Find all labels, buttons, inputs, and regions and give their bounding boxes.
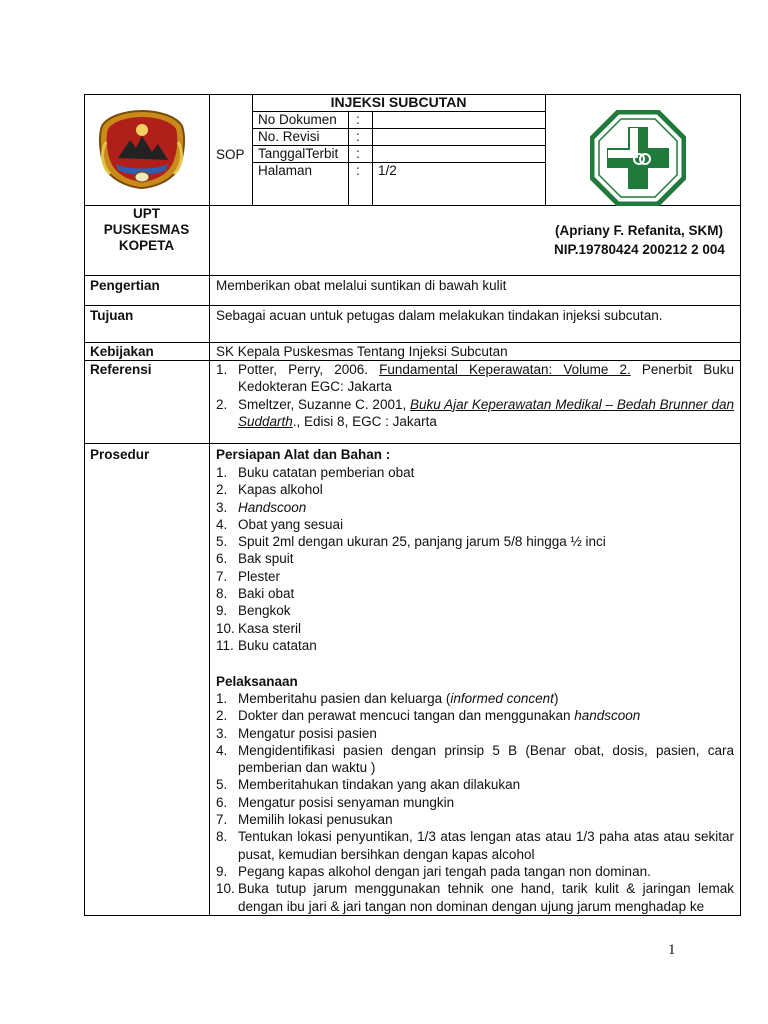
list-item <box>216 361 734 396</box>
list-item <box>216 396 734 431</box>
puskesmas-logo <box>590 110 686 206</box>
text-kebijakan: SK Kepala Puskesmas Tentang Injeksi Subcutan <box>216 344 508 359</box>
list-number: 7. <box>216 812 228 828</box>
list-number: 4. <box>216 516 228 532</box>
list-item <box>216 585 734 602</box>
list-text-part: Memberitahu pasien dan keluarga ( <box>238 691 451 706</box>
list-number: 6. <box>216 794 228 810</box>
list-text: Handscoon <box>238 499 307 515</box>
list-item <box>216 568 734 585</box>
referensi-list <box>216 361 734 430</box>
list-text <box>238 811 734 828</box>
list-item <box>216 828 734 863</box>
list-text-part: Pegang kapas alkohol dengan jari tengah pada tangan non dominan. <box>238 863 651 879</box>
list-number: 6. <box>216 551 228 567</box>
signer-nip: NIP.19780424 200212 2 004 <box>554 242 725 257</box>
persiapan-title: Persiapan Alat dan Bahan : <box>216 447 391 462</box>
list-number: 8. <box>216 829 228 845</box>
list-item <box>216 499 734 516</box>
field-label-halaman: Halaman <box>258 163 313 178</box>
ref-publisher: ., Edisi 8, EGC : Jakarta <box>292 413 437 429</box>
row-divider-prosedur <box>84 443 741 444</box>
list-item <box>216 602 734 619</box>
sop-label: SOP <box>216 147 245 162</box>
list-item <box>216 620 734 637</box>
logo-column-border <box>545 94 546 205</box>
list-text <box>238 828 734 863</box>
table-bottom-border <box>84 915 741 916</box>
pelaksanaan-title: Pelaksanaan <box>216 674 298 689</box>
list-text <box>238 880 734 915</box>
list-text-part: Mengidentifikasi pasien dengan prinsip 5 B (Benar obat, dosis, pasien, cara pemberian dan waktu ) <box>238 742 734 776</box>
list-text <box>238 794 734 811</box>
list-text: Plester <box>238 568 281 584</box>
list-item <box>216 550 734 567</box>
list-text <box>238 742 734 777</box>
text-tujuan: Sebagai acuan untuk petugas dalam melakukan tindakan injeksi subcutan. <box>216 308 663 323</box>
ref-title: Fundamental Keperawatan: Volume 2. <box>379 362 631 377</box>
list-number: 9. <box>216 603 228 619</box>
list-item <box>216 742 734 777</box>
list-text-part: Memilih lokasi penusukan <box>238 812 393 828</box>
label-kebijakan: Kebijakan <box>90 344 154 359</box>
list-text: Obat yang sesuai <box>238 516 344 532</box>
field-sep: : <box>356 163 360 178</box>
list-text: Bak spuit <box>238 551 294 567</box>
field-sep: : <box>356 129 360 144</box>
list-number: 7. <box>216 568 228 584</box>
list-text-part: Dokter dan perawat mencuci tangan dan menggunakan <box>238 708 575 724</box>
list-number: 10. <box>216 881 235 897</box>
list-number: 2. <box>216 396 228 412</box>
list-text: Buku catatan <box>238 637 317 653</box>
ref-author: Potter, Perry, 2006. <box>238 362 380 377</box>
list-text <box>238 863 734 880</box>
list-number: 8. <box>216 586 228 602</box>
ref-publisher: Penerbit Buku Kedokteran EGC: Jakarta <box>238 362 734 395</box>
list-text <box>238 725 734 742</box>
regional-emblem-logo <box>96 108 188 190</box>
ref-author: Smeltzer, Suzanne C. 2001, <box>238 396 411 412</box>
persiapan-list <box>216 464 734 654</box>
field-label-divider <box>348 111 349 205</box>
page-number: 1 <box>668 942 676 958</box>
label-column-border <box>209 94 210 916</box>
label-prosedur: Prosedur <box>90 447 150 462</box>
row-divider-tujuan <box>84 305 741 306</box>
pelaksanaan-list <box>216 690 734 915</box>
list-number: 1. <box>216 362 228 377</box>
list-item <box>216 863 734 880</box>
list-item <box>216 481 734 498</box>
signer-name: (Apriany F. Refanita, SKM) <box>555 223 724 238</box>
list-item <box>216 464 734 481</box>
list-text: Spuit 2ml dengan ukuran 25, panjang jarum 5/8 hingga ½ inci <box>238 534 606 550</box>
list-text: Bengkok <box>238 603 291 619</box>
list-item <box>216 516 734 533</box>
list-number: 9. <box>216 863 228 879</box>
list-item <box>216 811 734 828</box>
list-item <box>216 725 734 742</box>
list-text: Kapas alkohol <box>238 482 323 498</box>
list-item <box>216 794 734 811</box>
field-label-no-dokumen: No Dokumen <box>258 112 337 127</box>
org-line-upt: UPT <box>133 206 160 221</box>
list-item <box>216 637 734 654</box>
list-text: Buku catatan pemberian obat <box>238 465 415 480</box>
list-item <box>216 533 734 550</box>
label-pengertian: Pengertian <box>90 278 160 293</box>
list-text-part: Buka tutup jarum menggunakan tehnik one hand, tarik kulit & jaringan lemak dengan ibu jari & jari tangan non dominan dengan ujung jarum menghadap ke <box>238 881 734 914</box>
list-text: Kasa steril <box>238 620 302 636</box>
row-divider-pengertian <box>84 275 741 276</box>
text-pengertian: Memberikan obat melalui suntikan di bawah kulit <box>216 278 507 293</box>
list-number: 1. <box>216 465 228 480</box>
list-number: 11. <box>216 637 234 653</box>
list-text-italic: informed concent <box>450 691 554 706</box>
list-text <box>238 690 734 707</box>
list-number: 2. <box>216 482 228 498</box>
org-line-puskesmas: PUSKESMAS <box>103 222 190 237</box>
list-item <box>216 707 734 724</box>
list-number: 2. <box>216 708 228 724</box>
label-tujuan: Tujuan <box>90 308 134 323</box>
list-text <box>238 776 734 793</box>
list-number: 5. <box>216 777 228 793</box>
list-text-italic: handscoon <box>574 708 641 724</box>
list-number: 3. <box>216 725 228 741</box>
field-sep-divider <box>372 111 373 205</box>
list-text-part: ) <box>553 691 559 706</box>
field-sep: : <box>356 112 360 127</box>
field-value-halaman: 1/2 <box>378 163 397 178</box>
document-title: INJEKSI SUBCUTAN <box>330 94 467 110</box>
field-label-no-revisi: No. Revisi <box>258 129 320 144</box>
list-number: 10. <box>216 620 235 636</box>
list-item <box>216 690 734 707</box>
list-number: 4. <box>216 742 228 758</box>
list-text-part: Mengatur posisi pasien <box>238 725 377 741</box>
field-label-tanggal-terbit: TanggalTerbit <box>258 146 339 161</box>
list-number: 3. <box>216 499 228 515</box>
table-right-border <box>740 94 741 916</box>
ref-title: Buku Ajar Keperawatan Medikal – Bedah Brunner dan Suddarth <box>238 396 734 429</box>
list-item <box>216 880 734 915</box>
field-sep: : <box>356 146 360 161</box>
list-item <box>216 776 734 793</box>
list-text-part: Tentukan lokasi penyuntikan, 1/3 atas lengan atas atau 1/3 paha atas atau sekitar pusat, kemudian bersihkan dengan kapas alcohol <box>238 829 734 862</box>
list-text-part: Mengatur posisi senyaman mungkin <box>238 794 455 810</box>
list-text-part: Memberitahukan tindakan yang akan dilakukan <box>238 777 521 793</box>
list-number: 1. <box>216 691 228 706</box>
list-text <box>238 707 734 724</box>
list-number: 5. <box>216 534 228 550</box>
org-line-kopeta: KOPETA <box>118 238 175 253</box>
label-referensi: Referensi <box>90 362 152 377</box>
list-text: Baki obat <box>238 586 295 602</box>
